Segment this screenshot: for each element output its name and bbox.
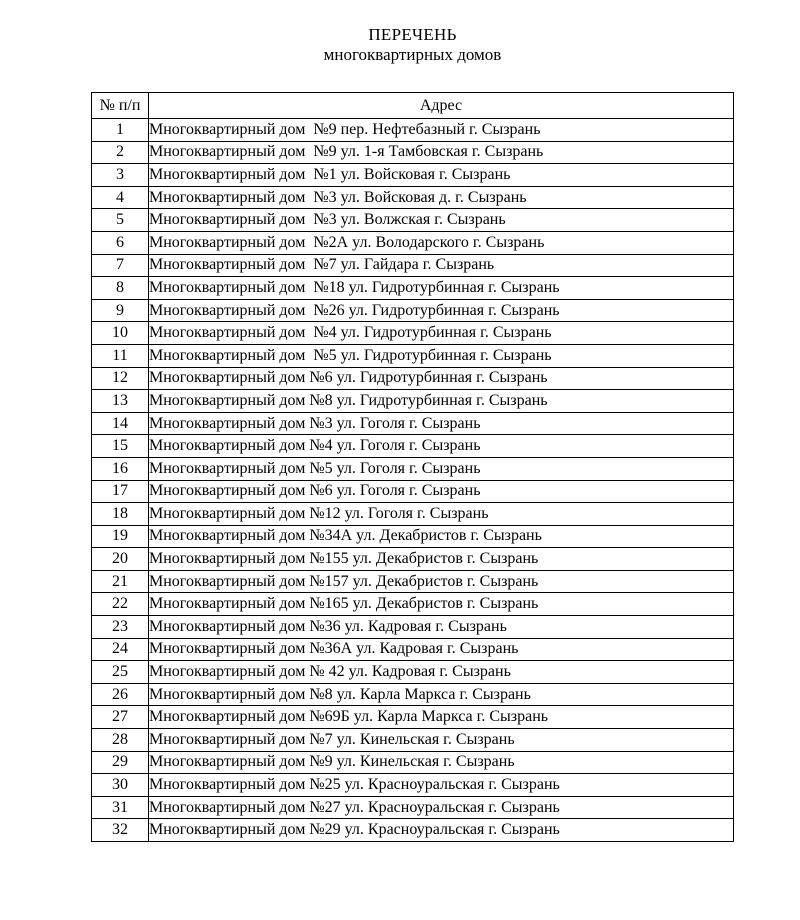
row-number: 31 (92, 796, 149, 819)
table-body (92, 119, 734, 842)
row-address: Многоквартирный дом №8 ул. Карла Маркса г. Сызрань (149, 683, 734, 706)
row-number: 29 (92, 751, 149, 774)
row-address: Многоквартирный дом №4 ул. Гоголя г. Сызрань (149, 435, 734, 458)
table-row (92, 435, 734, 458)
row-number: 17 (92, 480, 149, 503)
document-subtitle: многоквартирных домов (323, 45, 502, 64)
row-number: 24 (92, 638, 149, 661)
table-row (92, 390, 734, 413)
table-row (92, 344, 734, 367)
row-address: Многоквартирный дом №25 ул. Красноуральская г. Сызрань (149, 774, 734, 797)
row-number: 20 (92, 548, 149, 571)
table-row (92, 254, 734, 277)
table-header-row (92, 93, 734, 119)
row-address: Многоквартирный дом №165 ул. Декабристов г. Сызрань (149, 593, 734, 616)
table-row (92, 796, 734, 819)
row-number: 27 (92, 706, 149, 729)
title-block (91, 0, 734, 65)
row-address: Многоквартирный дом №9 ул. Кинельская г. Сызрань (149, 751, 734, 774)
table-row (92, 277, 734, 300)
row-address: Многоквартирный дом №7 ул. Гайдара г. Сызрань (149, 254, 734, 277)
row-number: 25 (92, 661, 149, 684)
table-row (92, 164, 734, 187)
row-number: 21 (92, 570, 149, 593)
row-address: Многоквартирный дом №6 ул. Гидротурбинная г. Сызрань (149, 367, 734, 390)
row-address: Многоквартирный дом №26 ул. Гидротурбинная г. Сызрань (149, 299, 734, 322)
column-header-number: № п/п (92, 93, 149, 119)
table-row (92, 819, 734, 842)
row-number: 12 (92, 367, 149, 390)
row-number: 9 (92, 299, 149, 322)
row-number: 15 (92, 435, 149, 458)
row-number: 10 (92, 322, 149, 345)
row-number: 6 (92, 231, 149, 254)
row-address: Многоквартирный дом №12 ул. Гоголя г. Сызрань (149, 503, 734, 526)
row-number: 14 (92, 412, 149, 435)
table-row (92, 616, 734, 639)
table-row (92, 209, 734, 232)
table-row (92, 570, 734, 593)
table-row (92, 412, 734, 435)
table-row (92, 503, 734, 526)
table-row (92, 322, 734, 345)
row-number: 19 (92, 525, 149, 548)
table-row (92, 638, 734, 661)
row-number: 2 (92, 141, 149, 164)
table-row (92, 683, 734, 706)
table-row (92, 706, 734, 729)
table-row (92, 751, 734, 774)
row-address: Многоквартирный дом №36 ул. Кадровая г. Сызрань (149, 616, 734, 639)
apartment-buildings-table (91, 92, 734, 842)
table-row (92, 186, 734, 209)
row-address: Многоквартирный дом №27 ул. Красноуральская г. Сызрань (149, 796, 734, 819)
document-title: ПЕРЕЧЕНЬ (368, 25, 457, 44)
row-number: 3 (92, 164, 149, 187)
table-row (92, 729, 734, 752)
row-address: Многоквартирный дом №36А ул. Кадровая г. Сызрань (149, 638, 734, 661)
row-number: 16 (92, 457, 149, 480)
row-address: Многоквартирный дом №3 ул. Гоголя г. Сызрань (149, 412, 734, 435)
table-row (92, 774, 734, 797)
row-number: 22 (92, 593, 149, 616)
table-row (92, 457, 734, 480)
row-address: Многоквартирный дом №5 ул. Гидротурбинная г. Сызрань (149, 344, 734, 367)
row-number: 8 (92, 277, 149, 300)
row-number: 13 (92, 390, 149, 413)
table-row (92, 480, 734, 503)
row-number: 26 (92, 683, 149, 706)
row-address: Многоквартирный дом №3 ул. Войсковая д. г. Сызрань (149, 186, 734, 209)
row-address: Многоквартирный дом № 42 ул. Кадровая г. Сызрань (149, 661, 734, 684)
table-row (92, 593, 734, 616)
row-number: 18 (92, 503, 149, 526)
row-address: Многоквартирный дом №18 ул. Гидротурбинная г. Сызрань (149, 277, 734, 300)
row-number: 23 (92, 616, 149, 639)
row-address: Многоквартирный дом №5 ул. Гоголя г. Сызрань (149, 457, 734, 480)
row-number: 1 (92, 119, 149, 142)
row-number: 11 (92, 344, 149, 367)
row-address: Многоквартирный дом №2А ул. Володарского г. Сызрань (149, 231, 734, 254)
row-number: 32 (92, 819, 149, 842)
table-row (92, 231, 734, 254)
table-row (92, 367, 734, 390)
row-address: Многоквартирный дом №8 ул. Гидротурбинная г. Сызрань (149, 390, 734, 413)
table-row (92, 661, 734, 684)
row-number: 5 (92, 209, 149, 232)
row-address: Многоквартирный дом №9 ул. 1-я Тамбовская г. Сызрань (149, 141, 734, 164)
row-address: Многоквартирный дом №7 ул. Кинельская г. Сызрань (149, 729, 734, 752)
column-header-address: Адрес (149, 93, 734, 119)
row-address: Многоквартирный дом №34А ул. Декабристов г. Сызрань (149, 525, 734, 548)
row-number: 28 (92, 729, 149, 752)
table-row (92, 141, 734, 164)
row-number: 7 (92, 254, 149, 277)
row-address: Многоквартирный дом №155 ул. Декабристов г. Сызрань (149, 548, 734, 571)
row-address: Многоквартирный дом №69Б ул. Карла Маркса г. Сызрань (149, 706, 734, 729)
row-number: 30 (92, 774, 149, 797)
table-row (92, 119, 734, 142)
row-address: Многоквартирный дом №3 ул. Волжская г. Сызрань (149, 209, 734, 232)
row-address: Многоквартирный дом №9 пер. Нефтебазный г. Сызрань (149, 119, 734, 142)
row-address: Многоквартирный дом №6 ул. Гоголя г. Сызрань (149, 480, 734, 503)
row-address: Многоквартирный дом №157 ул. Декабристов г. Сызрань (149, 570, 734, 593)
table-row (92, 548, 734, 571)
row-address: Многоквартирный дом №1 ул. Войсковая г. Сызрань (149, 164, 734, 187)
table-row (92, 525, 734, 548)
row-number: 4 (92, 186, 149, 209)
row-address: Многоквартирный дом №4 ул. Гидротурбинная г. Сызрань (149, 322, 734, 345)
table-row (92, 299, 734, 322)
row-address: Многоквартирный дом №29 ул. Красноуральская г. Сызрань (149, 819, 734, 842)
